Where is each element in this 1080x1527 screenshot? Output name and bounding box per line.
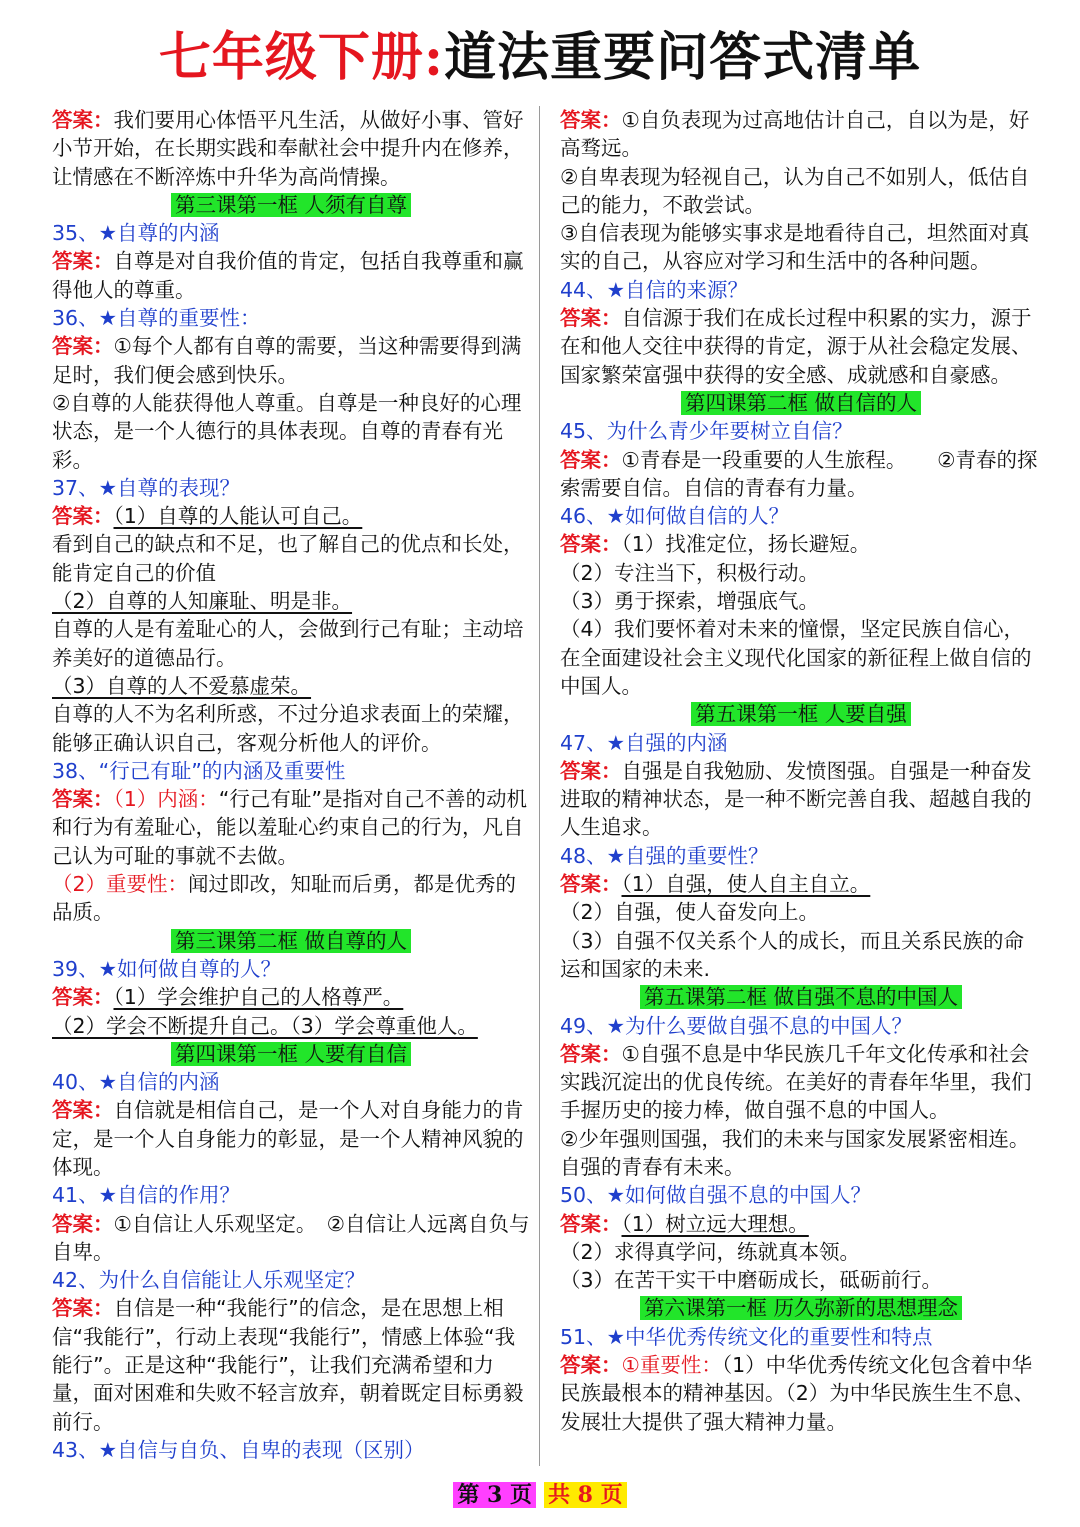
answer-46: 答案：（1）找准定位，扬长避短。 [560,532,871,557]
answer-39: 答案：（1）学会维护自己的人格尊严。 [52,985,404,1010]
section-heading: 第三课第二框 做自尊的人 [52,927,530,955]
question-43: 43、★自信与自负、自卑的表现（区别） [52,1437,425,1462]
answer-38-part2: （2）重要性：闻过即改，知耻而后勇，都是优秀的品质。 [52,872,517,925]
question-51: 51、★中华优秀传统文化的重要性和特点 [560,1324,933,1349]
answer-41: 答案：①自信让人乐观坚定。 ②自信让人远离自负与自卑。 [52,1211,530,1264]
answer-37-head3: （3）自尊的人不爱慕虚荣。 [52,673,312,698]
question-36: 36、★自尊的重要性： [52,306,261,331]
section-heading: 第六课第一框 历久弥新的思想理念 [560,1294,1042,1322]
question-42: 42、为什么自信能让人乐观坚定？ [52,1268,366,1293]
answer-36: 答案：①每个人都有自尊的需要，当这种需要得到满足时，我们便会感到快乐。 [52,334,522,387]
answer-48: 答案：（1）自强，使人自主自立。 [560,872,871,897]
question-49: 49、★为什么要做自强不息的中国人？ [560,1013,912,1038]
question-41: 41、★自信的作用？ [52,1183,240,1208]
answer-50: 答案：（1）树立远大理想。 [560,1211,809,1236]
left-column [52,106,530,1464]
answer-37-head2: （2）自尊的人知廉耻、明是非。 [52,589,353,614]
page-footer [0,1480,1080,1510]
answer-40: 答案：自信就是相信自己，是一个人对自身能力的肯定，是一个人自身能力的彰显，是一个人精神风貌的体现。 [52,1098,524,1179]
page-title: 七年级下册:道法重要问答式清单 [158,27,922,88]
answer-50-part2: （2）求得真学问，练就真本领。 [560,1239,861,1264]
column-divider [539,106,540,1466]
page-total: 共 8 页 [544,1482,627,1508]
answer-37: 答案：（1）自尊的人能认可自己。 [52,504,363,529]
question-47: 47、★自强的内涵 [560,730,728,755]
answer-36-part2: ②自尊的人能获得他人尊重。自尊是一种良好的心理状态，是一个人德行的具体表现。自尊的青春有光彩。 [52,390,522,472]
answer-48-part3: （3）自强不仅关系个人的成长，而且关系民族的命运和国家的未来. [560,928,1025,981]
question-48: 48、★自强的重要性？ [560,843,769,868]
question-40: 40、★自信的内涵 [52,1070,220,1095]
answer-44: 答案：自信源于我们在成长过程中积累的实力，源于在和他人交往中获得的肯定，源于从社会稳定发展、国家繁荣富强中获得的安全感、成就感和自豪感。 [560,306,1032,387]
question-39: 39、★如何做自尊的人？ [52,956,281,981]
section-heading: 第四课第一框 人要有自信 [52,1040,530,1068]
answer-50-part3: （3）在苦干实干中磨砺成长，砥砺前行。 [560,1268,943,1293]
answer-43-part2: ②自卑表现为轻视自己，认为自己不如别人，低估自己的能力，不敢尝试。 [560,164,1030,217]
right-column [560,106,1042,1436]
question-46: 46、★如何做自信的人？ [560,504,789,529]
question-45: 45、为什么青少年要树立自信？ [560,419,853,444]
answer-43-part3: ③自信表现为能够实事求是地看待自己，坦然面对真实的自己，从容应对学习和生活中的各种问题。 [560,221,1030,274]
section-heading: 第五课第一框 人要自强 [560,700,1042,728]
answer-43: 答案：①自负表现为过高地估计自己，自以为是，好高骛远。 [560,108,1030,161]
answer-39-part2: （2）学会不断提升自己。（3）学会尊重他人。 [52,1013,478,1038]
answer-46-part2: （2）专注当下，积极行动。 [560,560,820,585]
answer-37-text2: 自尊的人是有羞耻心的人，会做到行己有耻；主动培养美好的道德品行。 [52,617,524,670]
answer-46-part3: （3）勇于探索，增强底气。 [560,589,820,614]
answer-48-part2: （2）自强，使人奋发向上。 [560,900,820,925]
answer-35: 答案：自尊是对自我价值的肯定，包括自我尊重和赢得他人的尊重。 [52,249,524,302]
answer-49: 答案：①自强不息是中华民族几千年文化传承和社会实践沉淀出的优良传统。在美好的青春年华里，我们手握历史的接力棒，做自强不息的中国人。 [560,1041,1032,1123]
section-heading: 第五课第二框 做自强不息的中国人 [560,983,1042,1011]
answer-49-part2: ②少年强则国强，我们的未来与国家发展紧密相连。自强的青春有未来。 [560,1126,1030,1179]
question-37: 37、★自尊的表现？ [52,475,240,500]
answer-37-text3: 自尊的人不为名利所惑，不过分追求表面上的荣耀，能够正确认识自己，客观分析他人的评价。 [52,702,524,755]
page-number: 第 3 页 [453,1482,536,1508]
answer-37-text1: 看到自己的缺点和不足，也了解自己的优点和长处，能肯定自己的价值 [52,532,524,585]
question-38: 38、“行己有耻”的内涵及重要性 [52,758,346,783]
question-50: 50、★如何做自强不息的中国人？ [560,1183,871,1208]
answer-intro: 答案：我们要用心体悟平凡生活，从做好小事、管好小节开始，在长期实践和奉献社会中提升内在修养，让情感在不断淬炼中升华为高尚情操。 [52,108,524,189]
answer-42: 答案：自信是一种“我能行”的信念，是在思想上相信“我能行”，行动上表现“我能行”，情感上体验“我能行”。正是这种“我能行”，让我们充满希望和力量，面对困难和失败不轻言放弃，朝着既定目标勇毅前行。 [52,1296,524,1434]
section-heading: 第四课第二框 做自信的人 [560,389,1042,417]
answer-51: 答案：①重要性：（1）中华优秀传统文化包含着中华民族最根本的精神基因。（2）为中华民族生生不息、发展壮大提供了强大精神力量。 [560,1353,1035,1434]
answer-38: 答案：（1）内涵：“行己有耻”是指对自己不善的动机和行为有羞耻心，能以羞耻心约束自己的行为，凡自己认为可耻的事就不去做。 [52,787,528,868]
answer-47: 答案：自强是自我勉励、发愤图强。自强是一种奋发进取的精神状态，是一种不断完善自我、超越自我的人生追求。 [560,758,1032,840]
answer-46-part4: （4）我们要怀着对未来的憧憬，坚定民族自信心，在全面建设社会主义现代化国家的新征程上做自信的中国人。 [560,617,1032,698]
section-heading: 第三课第一框 人须有自尊 [52,191,530,219]
question-35: 35、★自尊的内涵 [52,221,220,246]
question-44: 44、★自信的来源？ [560,277,748,302]
answer-45: 答案：①青春是一段重要的人生旅程。 ②青春的探索需要自信。自信的青春有力量。 [560,447,1038,500]
